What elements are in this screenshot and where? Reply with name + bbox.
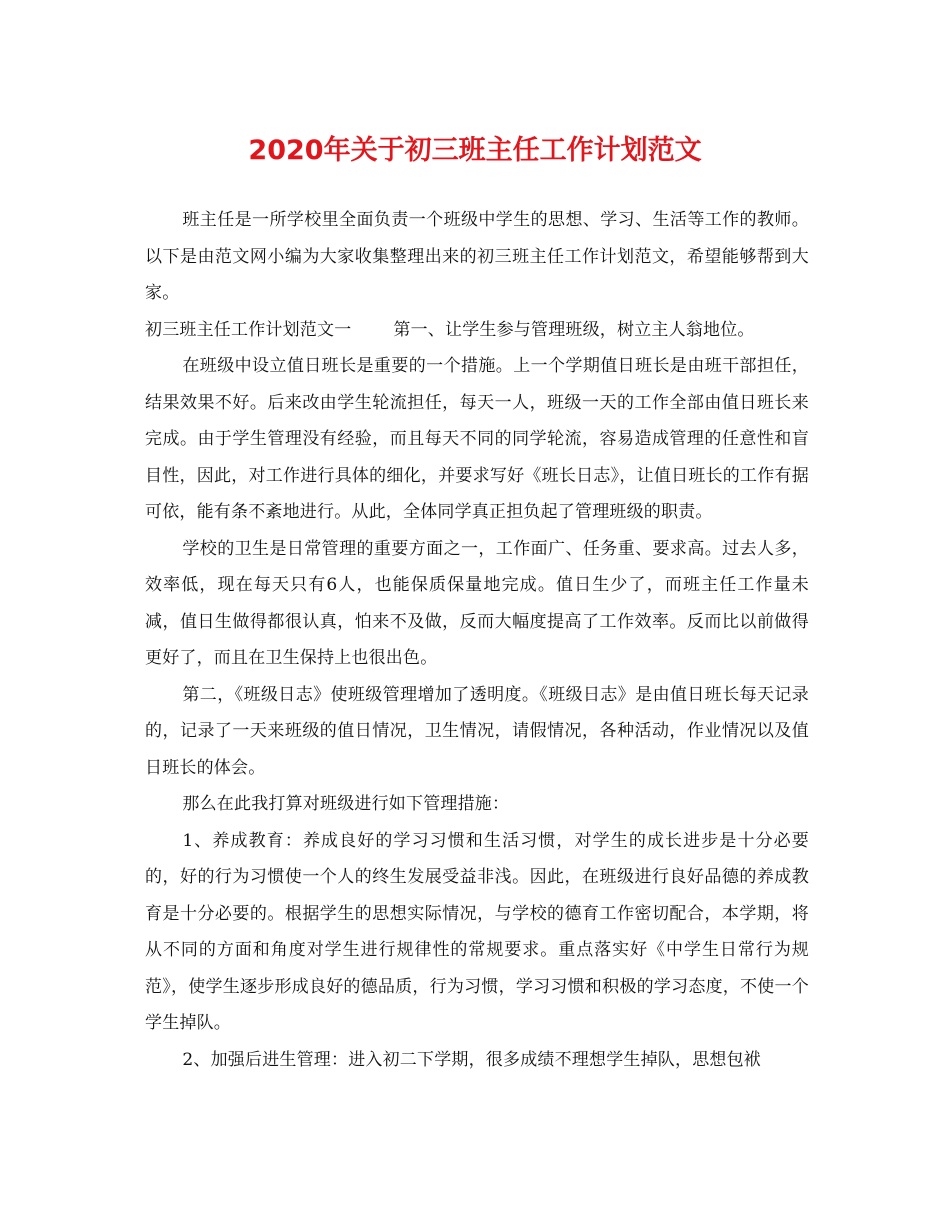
section-first-point: 第一、让学生参与管理班级，树立主人翁地位。 [393, 319, 755, 340]
document-title: 2020年关于初三班主任工作计划范文 [248, 135, 702, 166]
section-heading: 初三班主任工作计划范文一 [145, 319, 352, 340]
paragraph-intro: 班主任是一所学校里全面负责一个班级中学生的思想、学习、生活等工作的教师。以下是由范文网小编为大家收集整理出来的初三班主任工作计划范文，希望能够帮到大家。 [145, 210, 809, 303]
paragraph-class-log: 第二，《班级日志》使班级管理增加了透明度。《班级日志》是由值日班长每天记录的，记录了一天来班级的值日情况，卫生情况，请假情况，各种活动，作业情况以及值日班长的体会。 [145, 684, 809, 778]
paragraph-duty-monitor: 在班级中设立值日班长是重要的一个措施。上一个学期值日班长是由班干部担任，结果效果不好。后来改由学生轮流担任，每天一人，班级一天的工作全部由值日班长来完成。由于学生管理没有经验，而且每天不同的同学轮流，容易造成管理的任意性和盲目性，因此，对工作进行具体的细化，并要求写好《班长日志》，让值日班长的工作有据可依，能有条不紊地进行。从此，全体同学真正担负起了管理班级的职责。 [145, 356, 809, 522]
paragraph-hygiene: 学校的卫生是日常管理的重要方面之一，工作面广、任务重、要求高。过去人多，效率低，现在每天只有6人，也能保质保量地完成。值日生少了，而班主任工作量未减，值日生做得都很认真，怕来不及做，反而大幅度提高了工作效率。反而比以前做得更好了，而且在卫生保持上也很出色。 [145, 538, 809, 668]
paragraph-measures-intro: 那么在此我打算对班级进行如下管理措施： [182, 794, 510, 814]
document-body [145, 202, 809, 1078]
section-heading-line [145, 312, 809, 349]
paragraph-underachiever-management: 2、加强后进生管理：进入初二下学期，很多成绩不理想学生掉队，思想包袱 [182, 1049, 762, 1070]
paragraph-habit-education: 1、养成教育：养成良好的学习习惯和生活习惯，对学生的成长进步是十分必要的，好的行为习惯使一个人的终生发展受益非浅。因此，在班级进行良好品德的养成教育是十分必要的。根据学生的思想实际情况，与学校的德育工作密切配合，本学期，将从不同的方面和角度对学生进行规律性的常规要求。重点落实好《中学生日常行为规范》，使学生逐步形成良好的德品质，行为习惯，学习习惯和积极的学习态度，不使一个学生掉队。 [145, 830, 809, 1033]
